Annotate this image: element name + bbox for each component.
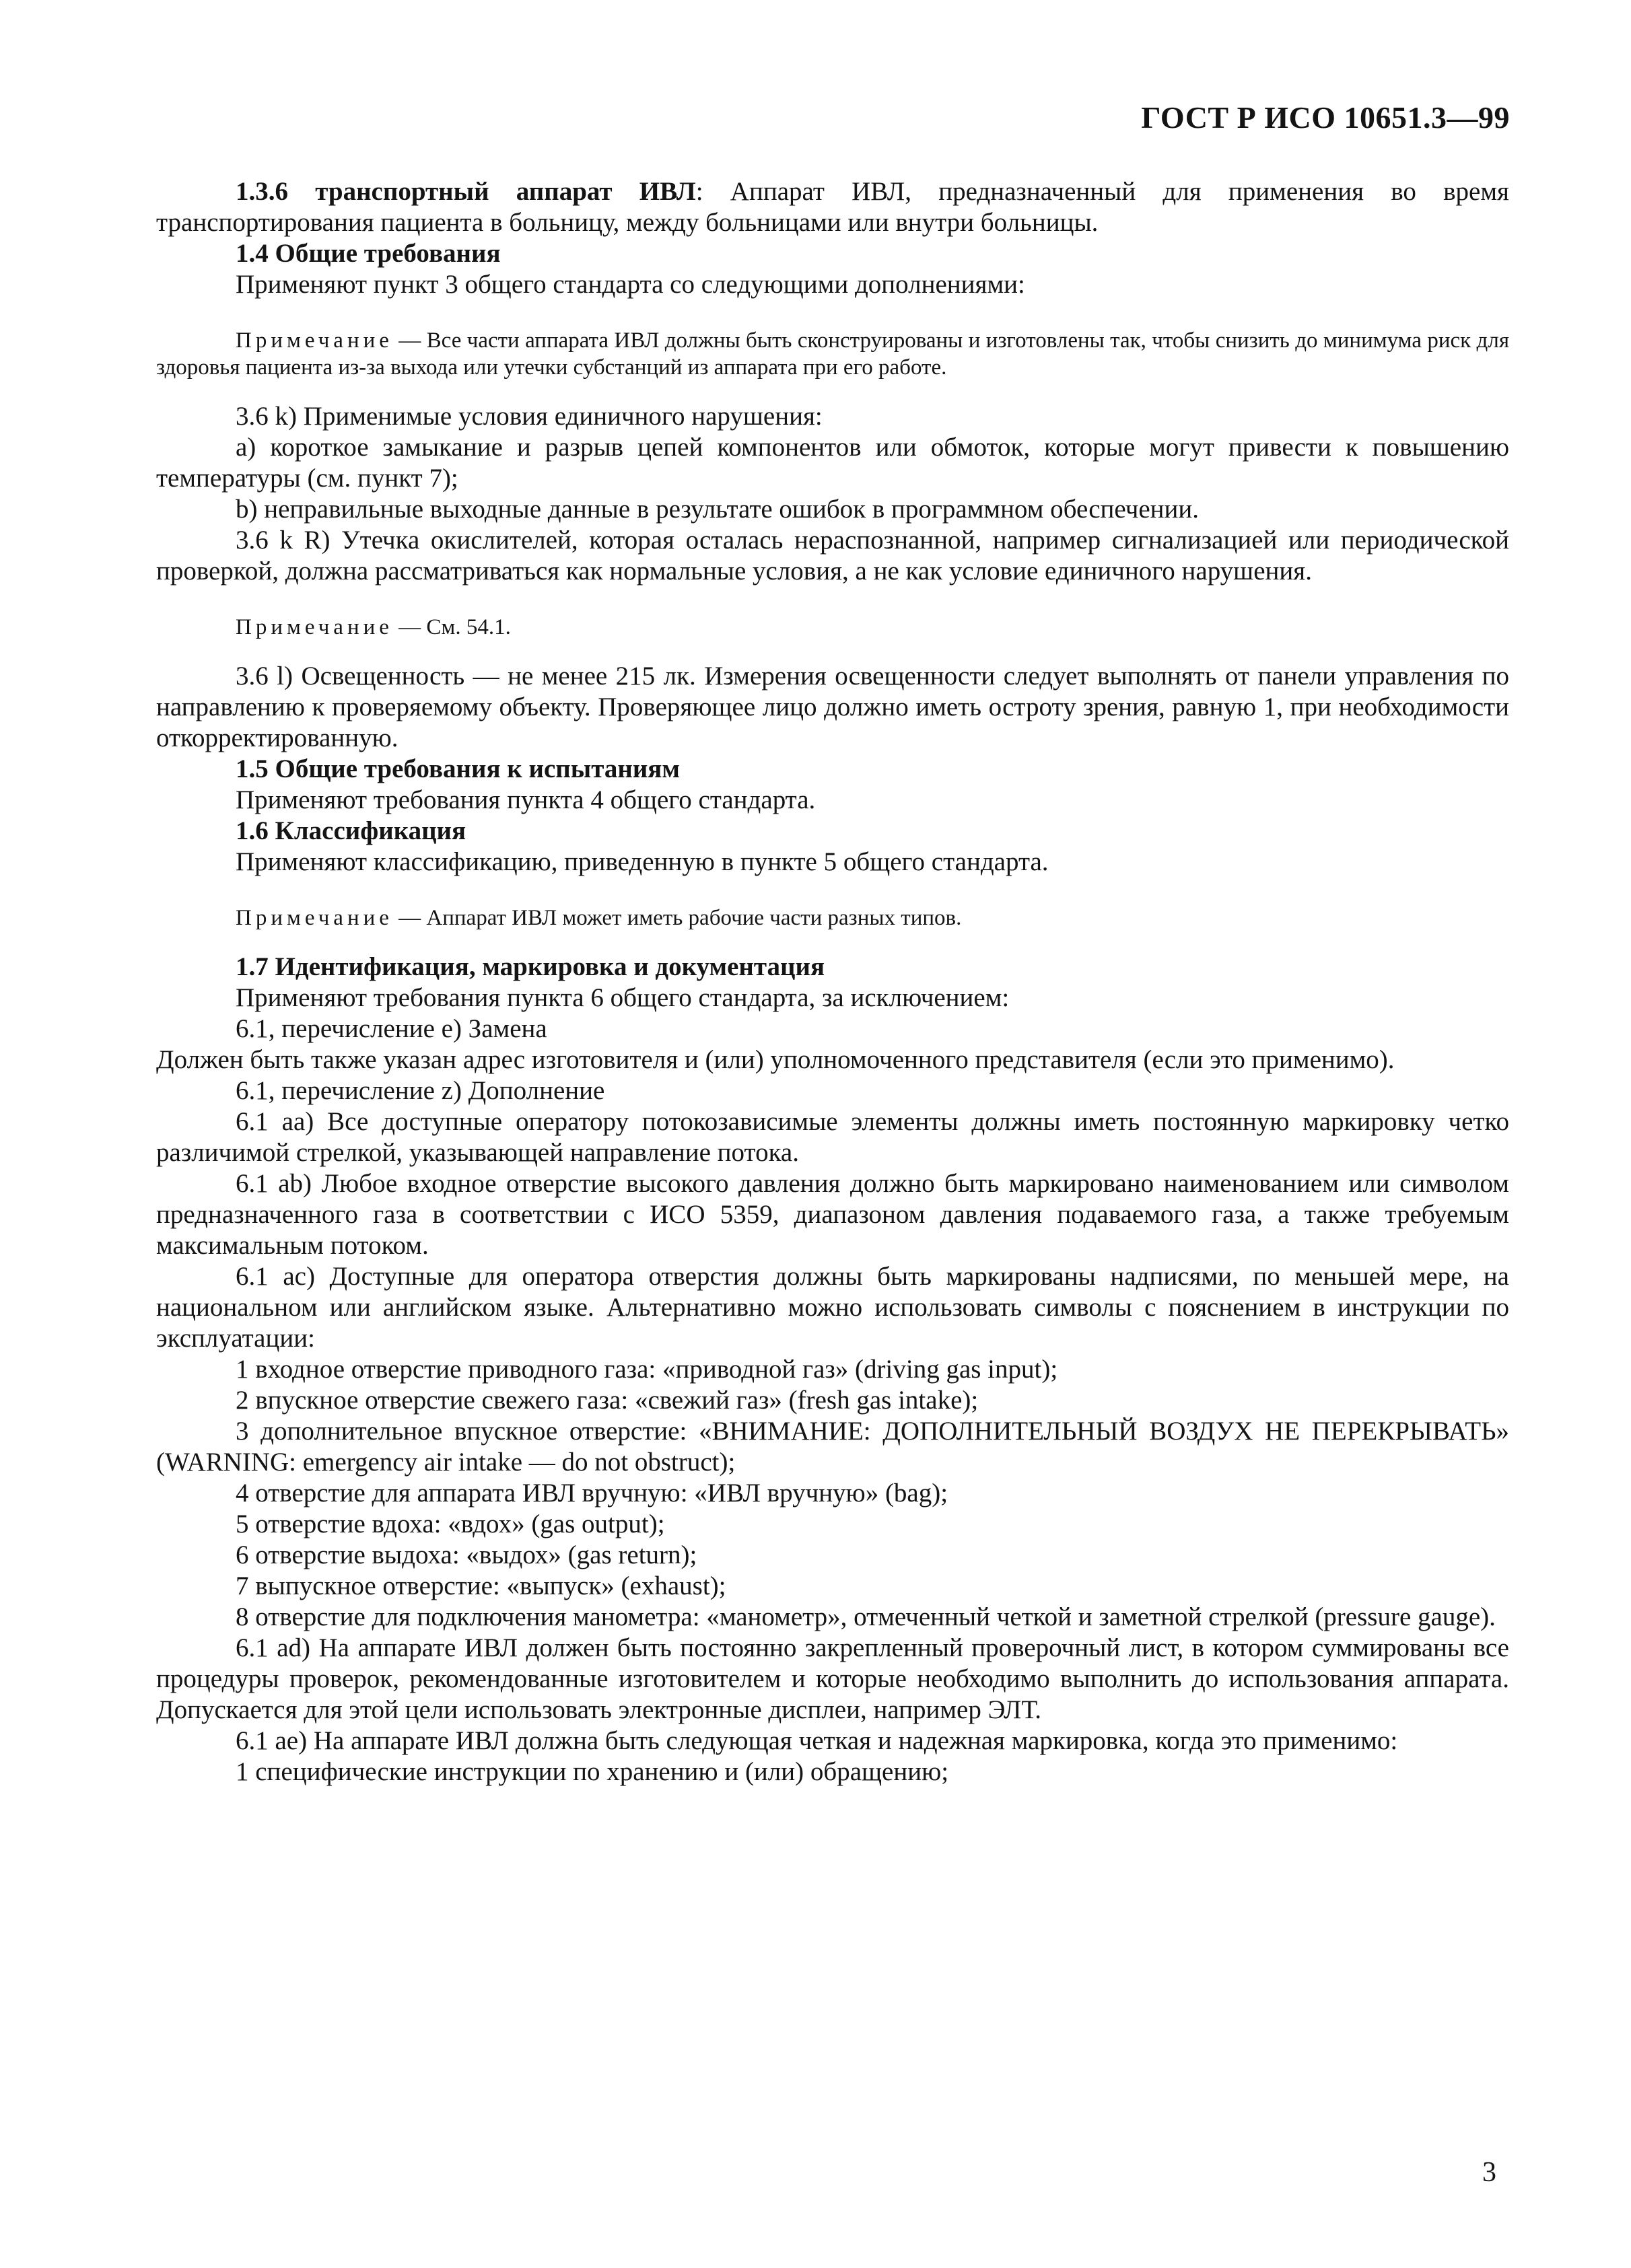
list-item: 5 отверстие вдоха: «вдох» (gas output); bbox=[236, 1510, 665, 1538]
paragraph-1-7-intro: Применяют требования пункта 6 общего стандарта, за исключением: bbox=[236, 983, 1010, 1012]
term-transport-ventilator: 1.3.6 транспортный аппарат ИВЛ bbox=[236, 177, 696, 206]
paragraph-3-6-l: 3.6 l) Освещенность — не менее 215 лк. Измерения освещенности следует выполнять от панели управления по направлению к проверяемому объекту. Проверяющее лицо должно иметь остроту зрения, равную 1, при необходимости откорректированную. bbox=[156, 662, 1509, 752]
page-content bbox=[156, 176, 1509, 1787]
note-label: Примечание bbox=[236, 615, 393, 639]
paragraph-6-1-e: 6.1, перечисление е) Замена bbox=[236, 1014, 547, 1043]
paragraph-3-6-k-b: b) неправильные выходные данные в результате ошибок в программном обеспечении. bbox=[236, 495, 1200, 524]
list-item: 8 отверстие для подключения манометра: «манометр», отмеченный четкой и заметной стрелкой (pressure gauge). bbox=[236, 1602, 1496, 1631]
list-item: 3 дополнительное впускное отверстие: «ВНИМАНИЕ: ДОПОЛНИТЕЛЬНЫЙ ВОЗДУХ НЕ ПЕРЕКРЫВАТЬ» (WARNING: emergency air intake — do not obstruct); bbox=[156, 1417, 1509, 1477]
paragraph-1-5: Применяют требования пункта 4 общего стандарта. bbox=[236, 785, 816, 814]
paragraph-1-3-6: 1.3.6 транспортный аппарат ИВЛ: Аппарат ИВЛ, предназначенный для применения во время транспортирования пациента в больницу, между больницами или внутри больницы. bbox=[156, 177, 1509, 237]
paragraph-6-1-z: 6.1, перечисление z) Дополнение bbox=[236, 1076, 605, 1105]
note-label: Примечание bbox=[236, 906, 393, 930]
paragraph-1-6: Применяют классификацию, приведенную в пункте 5 общего стандарта. bbox=[236, 847, 1049, 876]
page-number: 3 bbox=[1482, 2157, 1496, 2188]
paragraph-3-6-k: 3.6 k) Применимые условия единичного нарушения: bbox=[236, 402, 823, 431]
paragraph-3-6-k-r: 3.6 k R) Утечка окислителей, которая осталась нераспознанной, например сигнализацией или периодической проверкой, должна рассматриваться как нормальные условия, а не как условие единичного нарушения. bbox=[156, 526, 1509, 586]
heading-1-4: 1.4 Общие требования bbox=[236, 239, 501, 268]
note-1-4: Примечание — Все части аппарата ИВЛ должны быть сконструированы и изготовлены так, чтобы снизить до минимума риск для здоровья пациента из-за выхода или утечки субстанций из аппарата при его работе. bbox=[156, 328, 1509, 380]
list-item: 4 отверстие для аппарата ИВЛ вручную: «ИВЛ вручную» (bag); bbox=[236, 1479, 948, 1508]
paragraph-6-1-ad: 6.1 ad) На аппарате ИВЛ должен быть постоянно закрепленный проверочный лист, в котором суммированы все процедуры проверок, рекомендованные изготовителем и которые необходимо выполнить до использования аппарата. Допускается для этой цели использовать электронные дисплеи, например ЭЛТ. bbox=[156, 1633, 1509, 1724]
paragraph-6-1-ac: 6.1 ac) Доступные для оператора отверстия должны быть маркированы надписями, по меньшей мере, на национальном или английском языке. Альтернативно можно использовать символы с пояснением в инструкции по эксплуатации: bbox=[156, 1262, 1509, 1353]
page-header: ГОСТ Р ИСО 10651.3—99 bbox=[1141, 100, 1510, 135]
note-1-6: Примечание — Аппарат ИВЛ может иметь рабочие части разных типов. bbox=[236, 906, 962, 930]
note-3-6-k-r: Примечание — См. 54.1. bbox=[236, 615, 511, 639]
list-item: 2 впускное отверстие свежего газа: «свежий газ» (fresh gas intake); bbox=[236, 1386, 979, 1415]
heading-1-6: 1.6 Классификация bbox=[236, 816, 466, 845]
heading-1-7: 1.7 Идентификация, маркировка и документация bbox=[236, 952, 825, 981]
list-item: 1 входное отверстие приводного газа: «приводной газ» (driving gas input); bbox=[236, 1355, 1058, 1384]
paragraph-6-1-ae: 6.1 ae) На аппарате ИВЛ должна быть следующая четкая и надежная маркировка, когда это применимо: bbox=[236, 1726, 1398, 1755]
list-item: 6 отверстие выдоха: «выдох» (gas return); bbox=[236, 1540, 697, 1569]
paragraph-3-6-k-a: а) короткое замыкание и разрыв цепей компонентов или обмоток, которые могут привести к повышению температуры (см. пункт 7); bbox=[156, 433, 1509, 493]
paragraph-6-1-ab: 6.1 ab) Любое входное отверстие высокого давления должно быть маркировано наименованием или символом предназначенного газа в соответствии с ИСО 5359, диапазоном давления подаваемого газа, а также требуемым максимальным потоком. bbox=[156, 1169, 1509, 1260]
note-label: Примечание bbox=[236, 328, 393, 353]
paragraph-1-4-intro: Применяют пункт 3 общего стандарта со следующими дополнениями: bbox=[236, 270, 1025, 299]
paragraph-6-1-aa: 6.1 аа) Все доступные оператору потокозависимые элементы должны иметь постоянную маркировку четко различимой стрелкой, указывающей направление потока. bbox=[156, 1107, 1509, 1167]
list-item: 7 выпускное отверстие: «выпуск» (exhaust); bbox=[236, 1571, 726, 1600]
heading-1-5: 1.5 Общие требования к испытаниям bbox=[236, 754, 680, 783]
paragraph-manufacturer-address: Должен быть также указан адрес изготовителя и (или) уполномоченного представителя (если это применимо). bbox=[156, 1045, 1395, 1074]
paragraph-6-1-ae-1: 1 специфические инструкции по хранению и (или) обращению; bbox=[236, 1757, 949, 1786]
